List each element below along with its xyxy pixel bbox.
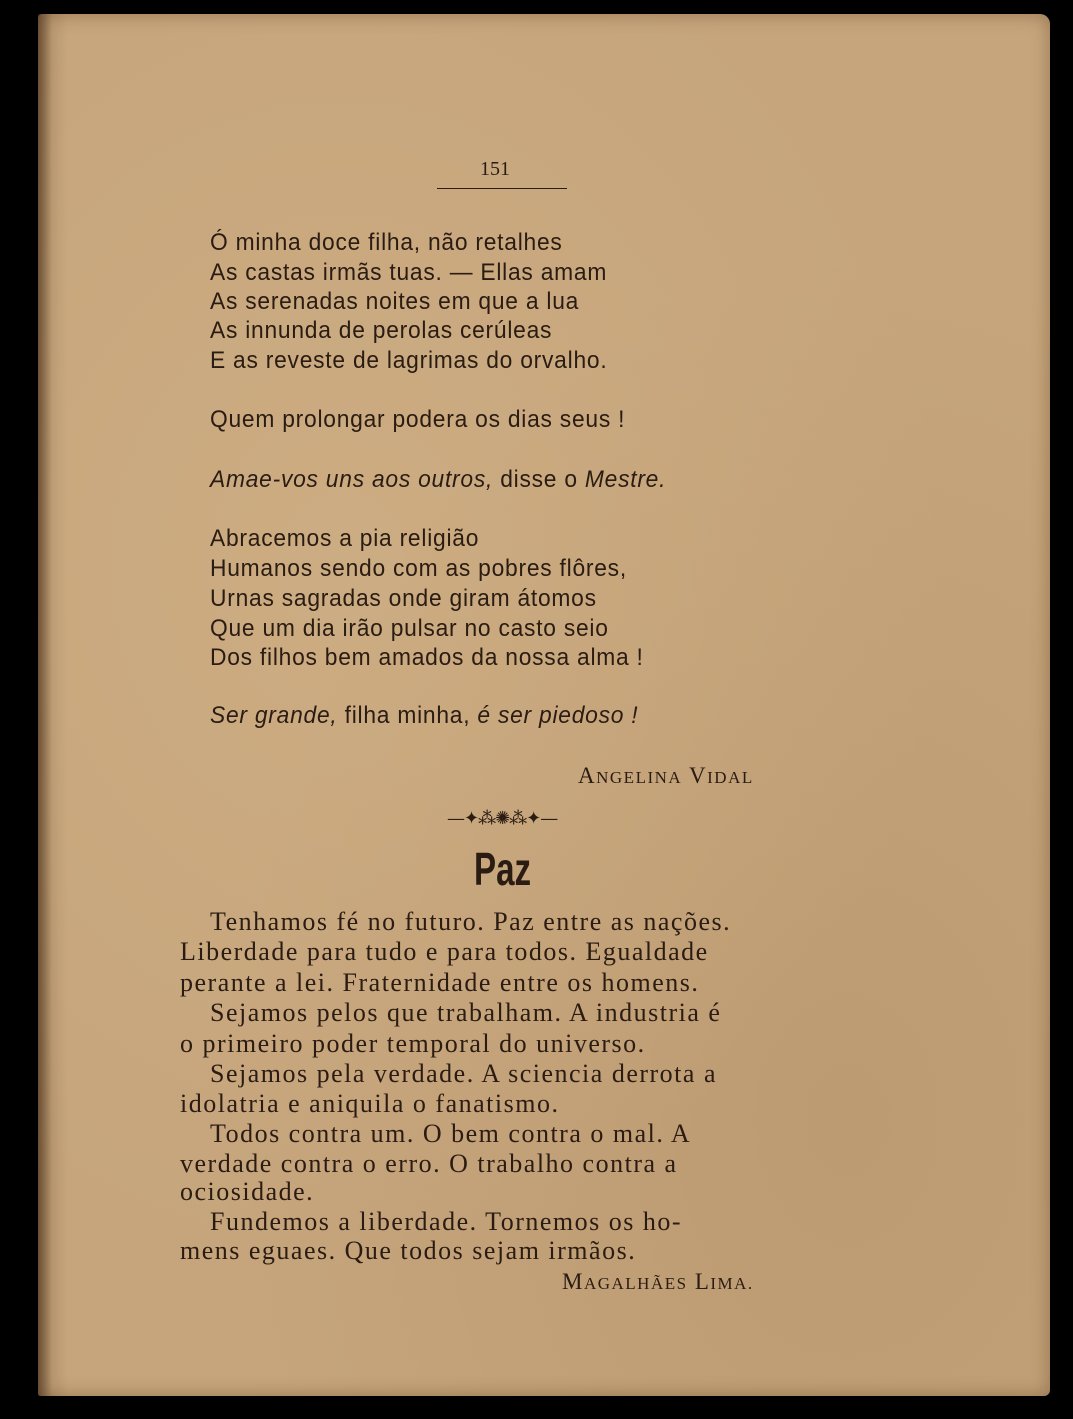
author-letter: NGELINA	[596, 768, 683, 787]
poem-line: Quem prolongar podera os dias seus !	[210, 406, 626, 433]
author-signature	[562, 1269, 754, 1295]
author-letter: L	[687, 1269, 711, 1294]
prose-line: Sejamos pelos que trabalham. A industria é	[210, 998, 722, 1027]
italic-phrase: é ser piedoso !	[477, 702, 639, 729]
poem-line: As innunda de perolas cerúleas	[210, 317, 553, 344]
section-title: Paz	[474, 843, 532, 895]
prose-line: ociosidade.	[180, 1177, 315, 1206]
prose-line: mens eguaes. Que todos sejam irmãos.	[180, 1236, 637, 1265]
author-letter: AGALHÃES	[583, 1274, 688, 1293]
plain-phrase: disse o	[493, 466, 585, 493]
prose-line: Tenhamos fé no futuro. Paz entre as nações.	[210, 907, 732, 936]
poem-line: E as reveste de lagrimas do orvalho.	[210, 347, 608, 374]
mestre-line	[210, 466, 666, 494]
poem-line: Que um dia irão pulsar no casto seio	[210, 615, 609, 642]
author-letter: IMA.	[710, 1274, 754, 1293]
author-letter: V	[682, 763, 708, 788]
plain-phrase: filha minha,	[337, 702, 478, 729]
prose-line: idolatria e aniquila o fanatismo.	[180, 1089, 560, 1118]
poem-line: As serenadas noites em que a lua	[210, 288, 580, 315]
italic-phrase: Amae-vos uns aos outros,	[210, 466, 494, 493]
poem-line: Abracemos a pia religião	[210, 525, 480, 552]
prose-line: verdade contra o erro. O trabalho contra a	[180, 1149, 678, 1178]
page-spine-shadow	[38, 14, 52, 1396]
author-letter: A	[578, 763, 597, 788]
author-letter: IDAL	[707, 768, 754, 787]
italic-phrase: Mestre.	[584, 466, 667, 493]
page-number: 151	[480, 158, 510, 180]
ornament-divider: —✦⁂✺⁂✦—	[447, 808, 558, 829]
prose-line: Sejamos pela verdade. A sciencia derrota a	[210, 1059, 717, 1088]
poem-line: As castas irmãs tuas. — Ellas amam	[210, 259, 608, 286]
poem-line: Dos filhos bem amados da nossa alma !	[210, 644, 644, 671]
author-letter: M	[562, 1269, 584, 1294]
prose-line: Fundemos a liberdade. Tornemos os ho-	[210, 1207, 683, 1236]
poem-line: Ó minha doce filha, não retalhes	[210, 229, 563, 256]
prose-line: Todos contra um. O bem contra o mal. A	[210, 1119, 692, 1148]
author-signature	[578, 763, 754, 789]
prose-line: o primeiro poder temporal do universo.	[180, 1029, 646, 1058]
page-number-rule	[437, 188, 567, 189]
italic-phrase: Ser grande,	[210, 702, 338, 729]
poem-line: Urnas sagradas onde giram átomos	[210, 585, 597, 612]
grande-line	[210, 702, 638, 730]
prose-line: Liberdade para tudo e para todos. Egualdade	[180, 937, 709, 966]
poem-line: Humanos sendo com as pobres flôres,	[210, 555, 627, 582]
prose-line: perante a lei. Fraternidade entre os homens.	[180, 968, 700, 997]
